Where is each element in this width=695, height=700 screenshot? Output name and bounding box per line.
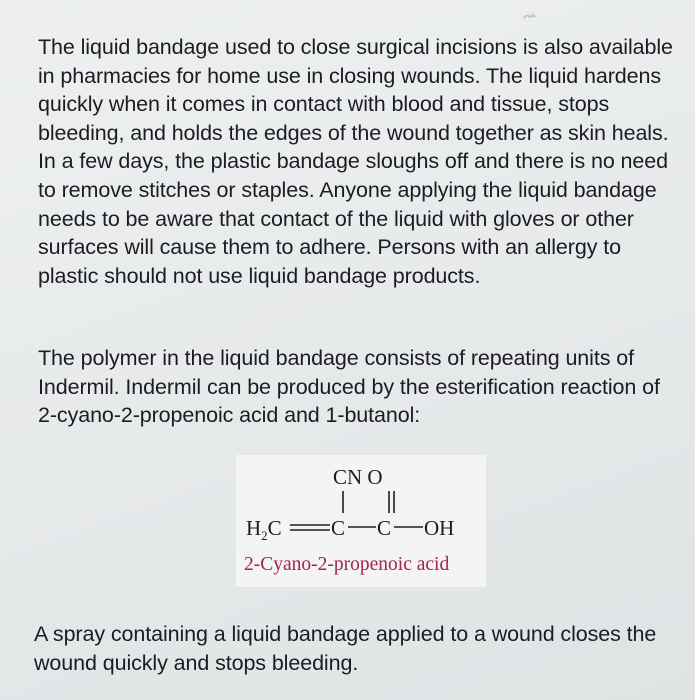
paragraph-liquid-bandage: The liquid bandage used to close surgical incisions is also available in pharmacies for home use in closing wounds. The liquid hardens quickly when it comes in contact with blood and tissue, stops bleeding, and holds the edges of the wound together as skin heals. In a few days, the plastic bandage sloughs off and there is no need to remove stitches or staples. Anyone applying the liquid bandage needs to be aware that contact of the liquid with gloves or other surfaces will cause them to adhere. Persons with an allergy to plastic should not use liquid bandage products. bbox=[38, 35, 673, 288]
carbon-1: C bbox=[331, 516, 346, 540]
h2c-group: $H_2C$ bbox=[246, 516, 282, 543]
substituent-labels: CN O bbox=[333, 465, 383, 489]
hydroxyl-group: OH bbox=[424, 516, 455, 540]
scribble-mark-icon bbox=[520, 8, 540, 24]
structure-caption: 2-Cyano-2-propenoic acid bbox=[244, 554, 450, 575]
structural-formula bbox=[236, 455, 486, 587]
structure-figure bbox=[236, 455, 486, 587]
paragraph-polymer: The polymer in the liquid bandage consists of repeating units of Indermil. Indermil can be produced by the esterification reaction of 2-cyano-2-propenoic acid and 1-butanol: bbox=[38, 346, 660, 428]
carbon-2: C bbox=[377, 516, 392, 540]
paragraph-spray: A spray containing a liquid bandage applied to a wound closes the wound quickly and stops bleeding. bbox=[34, 622, 657, 675]
